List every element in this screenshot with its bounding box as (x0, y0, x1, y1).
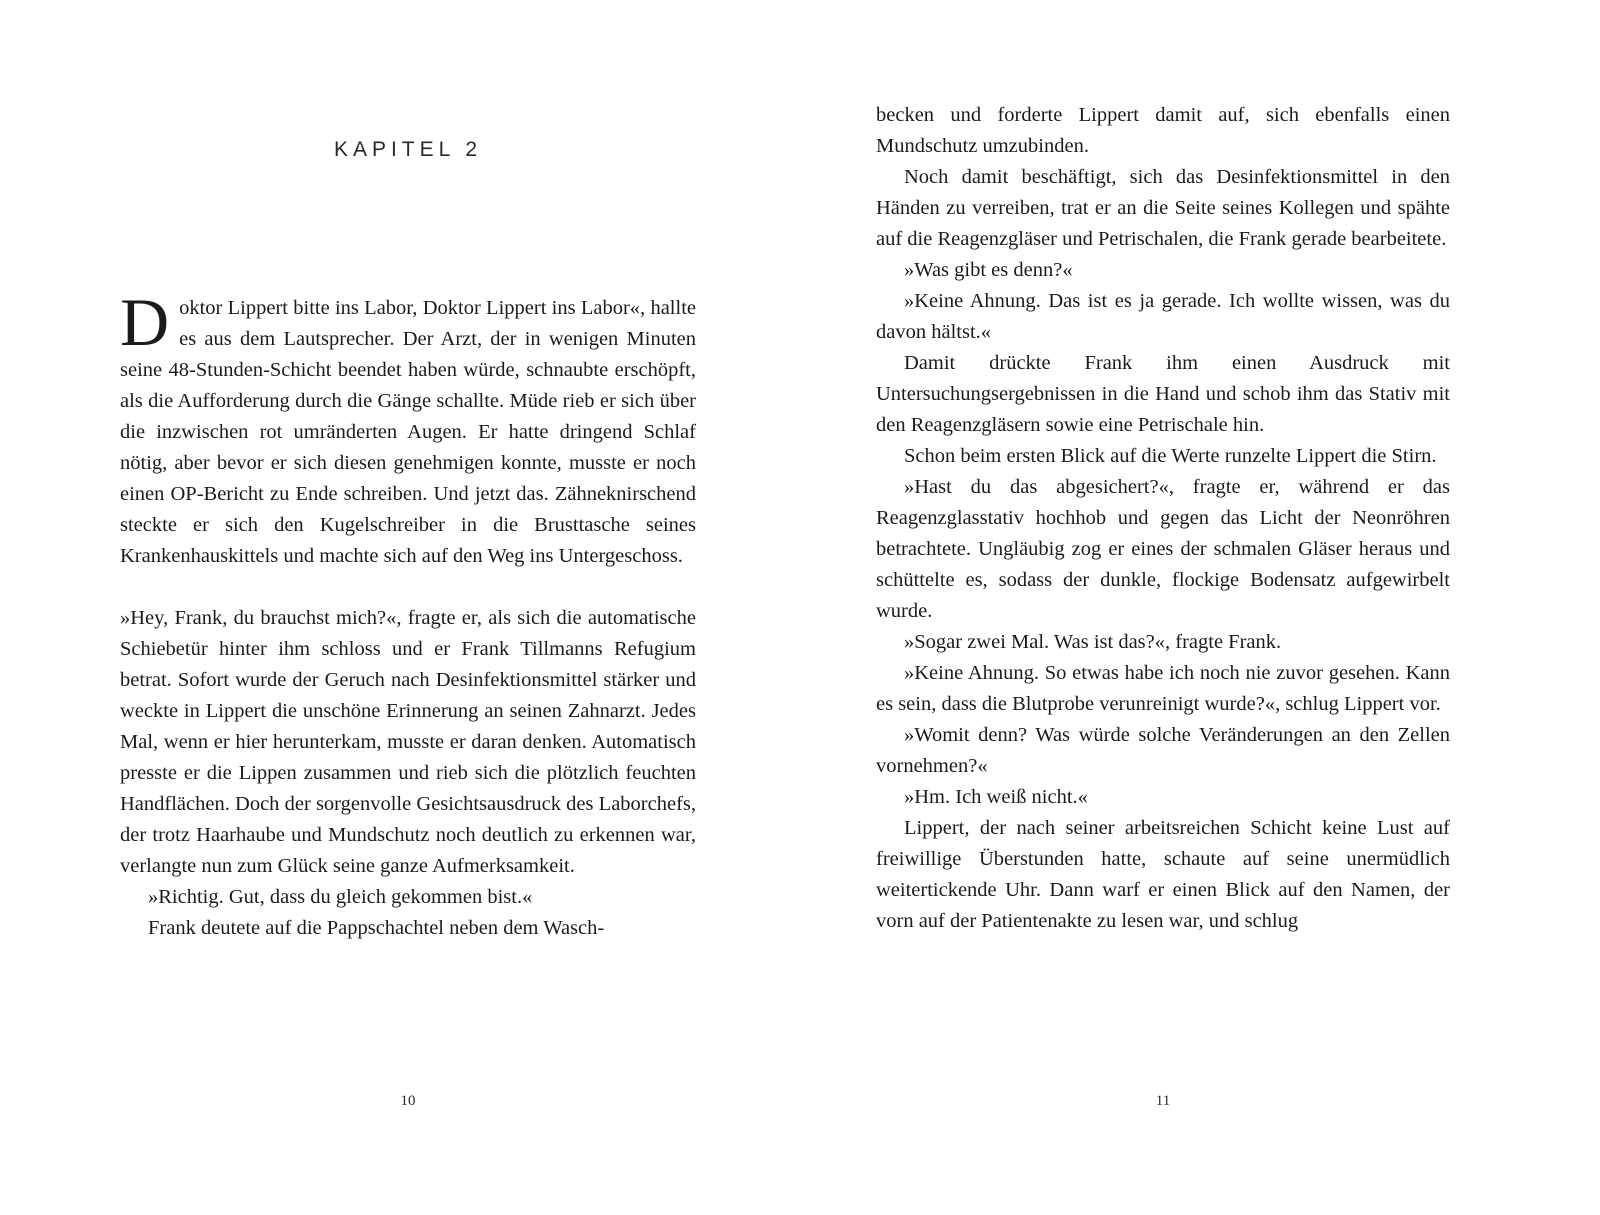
right-page (876, 100, 1450, 937)
paragraph: »Was gibt es denn?« (904, 259, 1073, 281)
paragraph: »Keine Ahnung. Das ist es ja gerade. Ich wollte wissen, was du davon hältst.« (876, 290, 1450, 343)
paragraph: Schon beim ersten Blick auf die Werte runzelte Lippert die Stirn. (904, 445, 1437, 467)
paragraph: becken und forderte Lippert damit auf, sich ebenfalls einen Mundschutz umzubinden. (876, 104, 1450, 157)
drop-cap: D (120, 284, 170, 360)
paragraph: »Womit denn? Was würde solche Veränderungen an den Zellen vornehmen?« (876, 724, 1450, 777)
paragraph: »Keine Ahnung. So etwas habe ich noch nie zuvor gesehen. Kann es sein, dass die Blutprobe verunreinigt wurde?«, schlug Lippert vor. (876, 662, 1450, 715)
page-number-left: 10 (400, 1093, 416, 1109)
left-page (120, 284, 696, 944)
page-number-right: 11 (1155, 1093, 1171, 1109)
paragraph: Noch damit beschäftigt, sich das Desinfektionsmittel in den Händen zu verreiben, trat er an die Seite seines Kollegen und spähte auf die Reagenzgläser und Petrischalen, die Frank gerade bearbeitete. (876, 166, 1450, 250)
paragraph: »Sogar zwei Mal. Was ist das?«, fragte Frank. (904, 631, 1282, 653)
paragraph: Frank deutete auf die Pappschachtel neben dem Wasch- (148, 917, 605, 939)
paragraph: »Richtig. Gut, dass du gleich gekommen bist.« (148, 886, 533, 908)
paragraph: Damit drückte Frank ihm einen Ausdruck mit Untersuchungsergebnissen in die Hand und schob ihm das Stativ mit den Reagenzgläsern sowie eine Petrischale hin. (876, 352, 1450, 436)
paragraph: »Hey, Frank, du brauchst mich?«, fragte er, als sich die automatische Schiebetür hinter ihm schloss und er Frank Tillmanns Refugium betrat. Sofort wurde der Geruch nach Desinfektionsmittel stärker und weckte in Lippert die unschöne Erinnerung an seinen Zahnarzt. Jedes Mal, wenn er hier herunterkam, musste er daran denken. Automatisch presste er die Lippen zusammen und rieb sich die plötzlich feuchten Handflächen. Doch der sorgenvolle Gesichtsausdruck des Laborchefs, der trotz Haarhaube und Mundschutz noch deutlich zu erkennen war, verlangte nun zum Glück seine ganze Aufmerksamkeit. (120, 607, 696, 877)
paragraph: Lippert, der nach seiner arbeitsreichen Schicht keine Lust auf freiwillige Überstunden hatte, schaute auf seine unermüdlich weitertickende Uhr. Dann warf er einen Blick auf den Namen, der vorn auf der Patientenakte zu lesen war, und schlug (876, 817, 1450, 932)
chapter-heading: KAPITEL 2 (333, 138, 483, 161)
paragraph: »Hast du das abgesichert?«, fragte er, während er das Reagenzglasstativ hochhob und gegen das Licht der Neonröhren betrachtete. Ungläubig zog er eines der schmalen Gläser heraus und schüttelte es, sodass der dunkle, flockige Bodensatz aufgewirbelt wurde. (876, 476, 1450, 622)
paragraph: »Hm. Ich weiß nicht.« (904, 786, 1088, 808)
opening-paragraph (120, 284, 696, 572)
paragraph-text: oktor Lippert bitte ins Labor, Doktor Lippert ins Labor«, hallte es aus dem Lautsprecher. Der Arzt, der in wenigen Minuten seine 48-Stunden-Schicht beendet haben würde, schnaubte erschöpft, als die Aufforderung durch die Gänge schallte. Müde rieb er sich über die inzwischen rot umränderten Augen. Er hatte dringend Schlaf nötig, aber bevor er sich diesen genehmigen konnte, musste er noch einen OP-Bericht zu Ende schreiben. Und jetzt das. Zähneknirschend steckte er sich den Kugelschreiber in die Brusttasche seines Krankenhauskittels und machte sich auf den Weg ins Untergeschoss. (120, 297, 696, 567)
